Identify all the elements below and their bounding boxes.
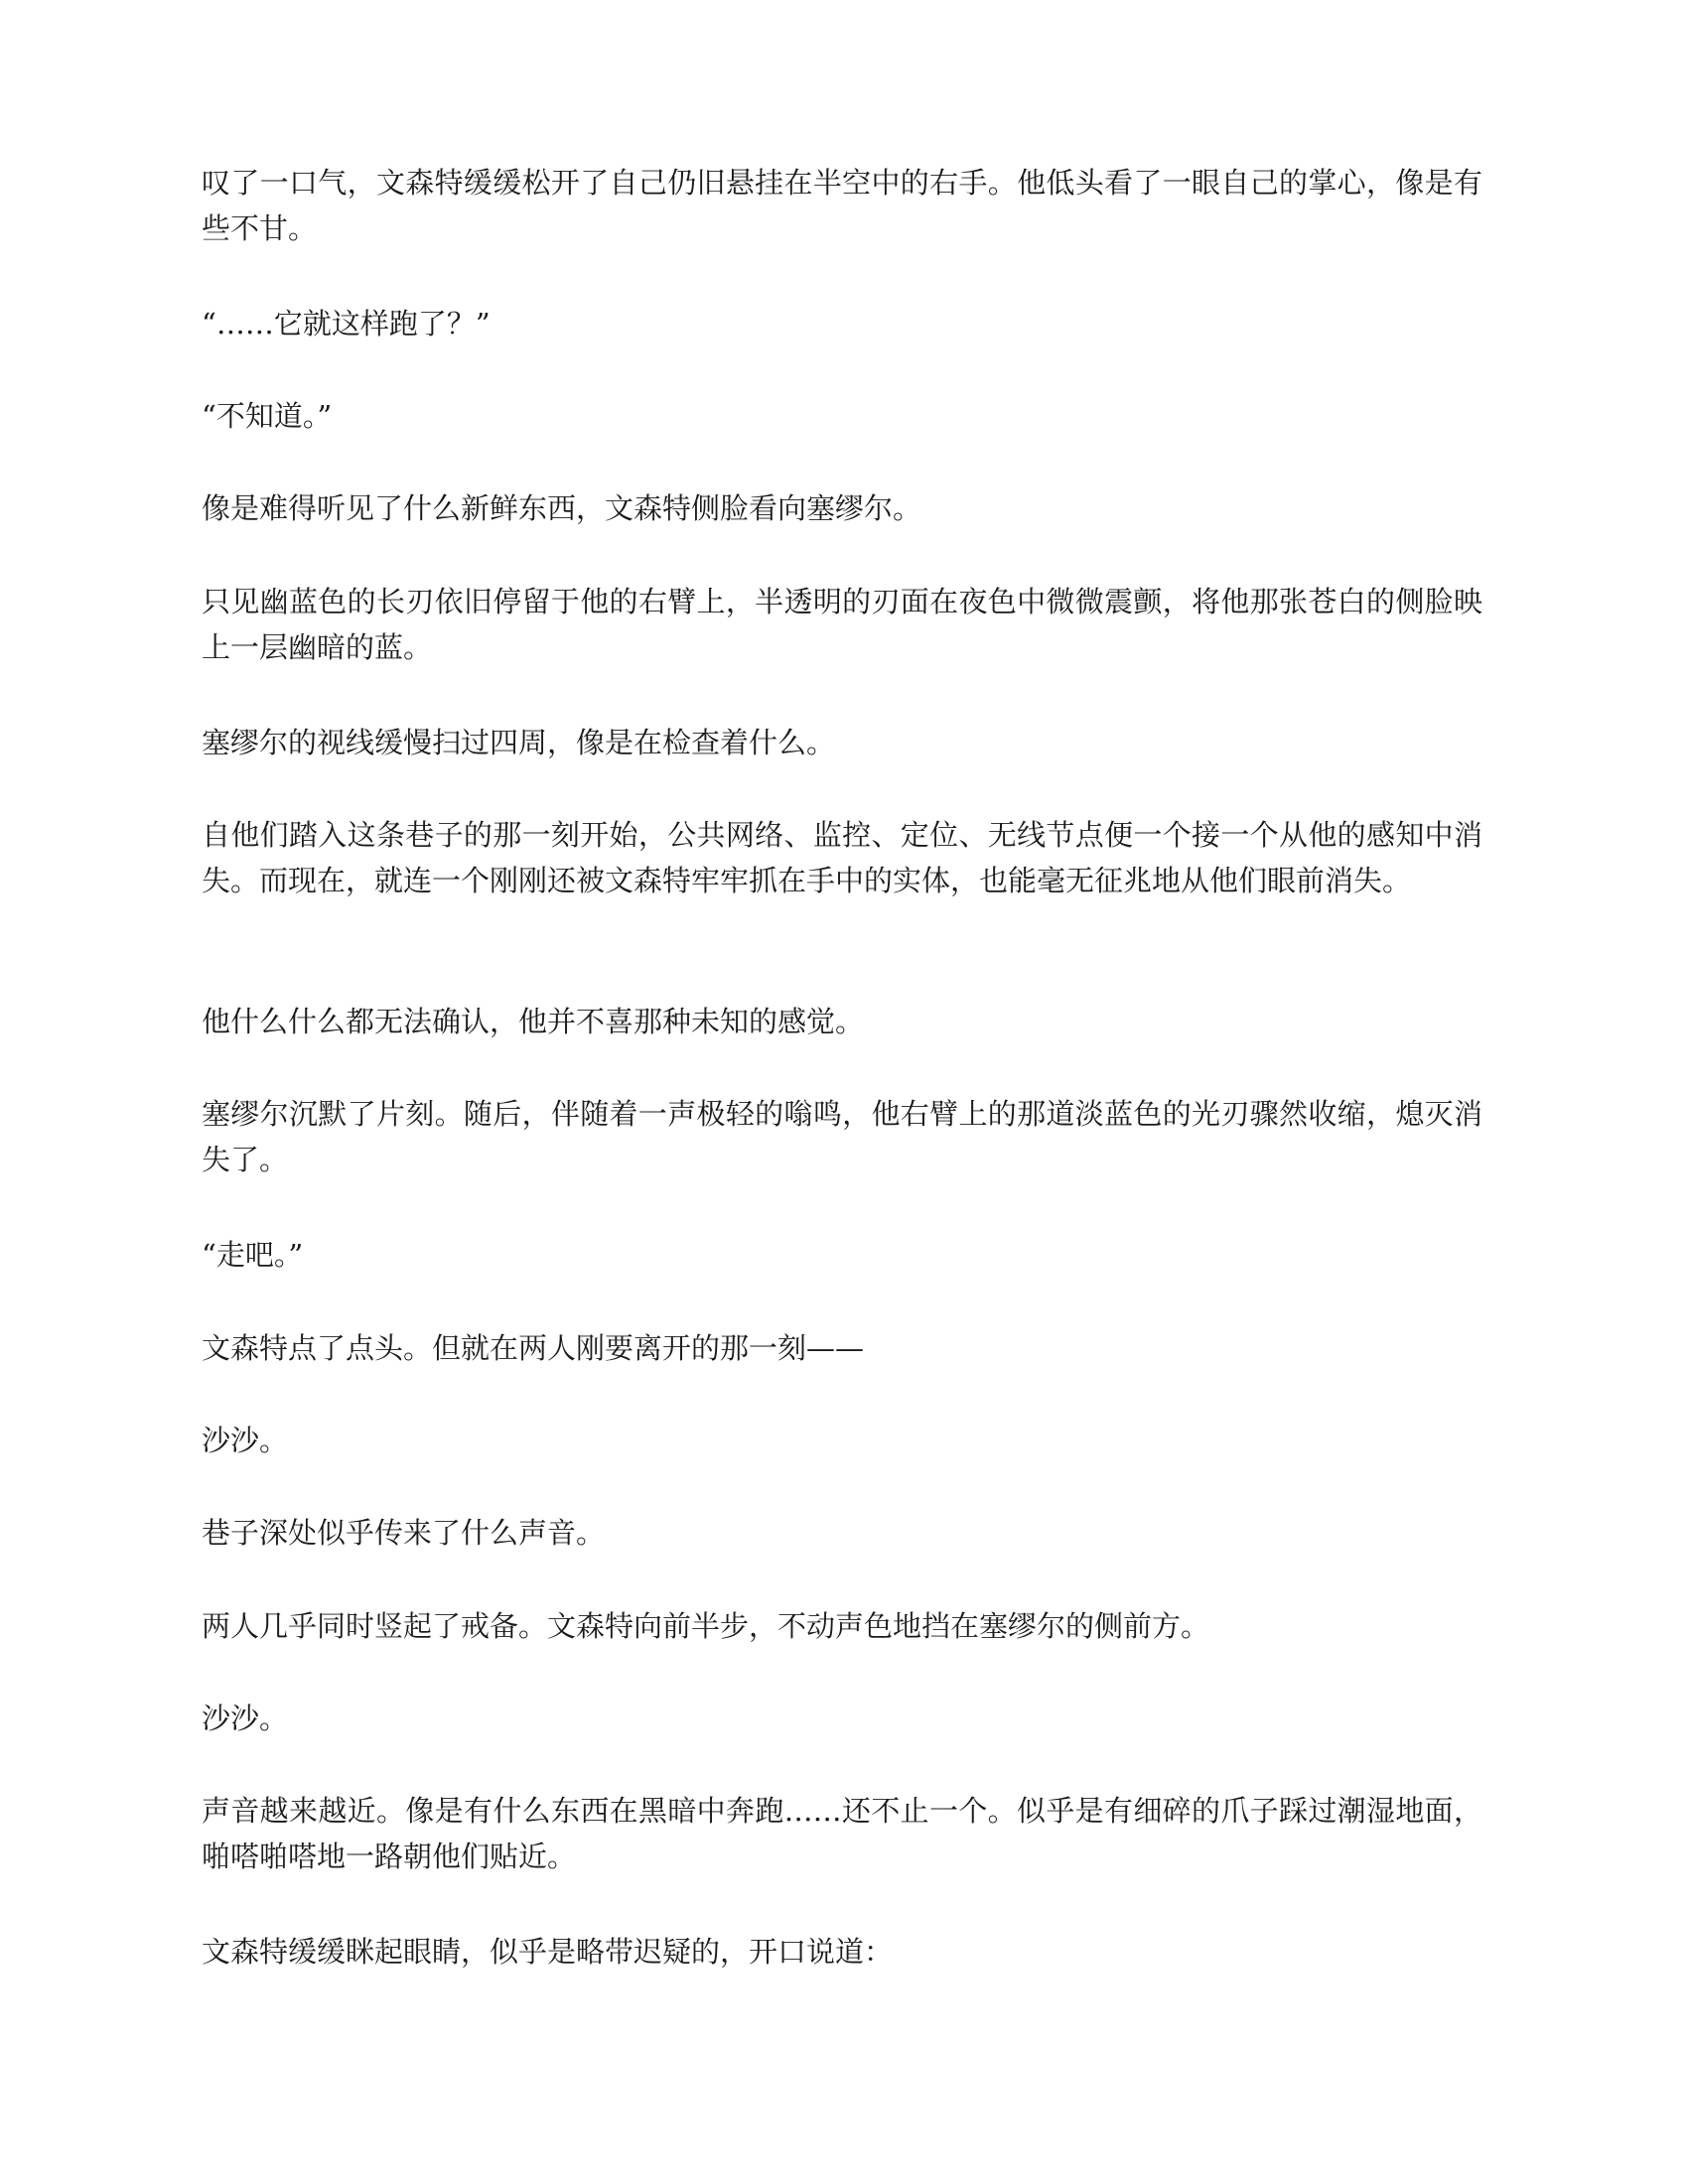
paragraph-4: 像是难得听见了什么新鲜东西，文森特侧脸看向塞缪尔。 [202, 491, 922, 525]
paragraph-11: 文森特点了点头。但就在两人刚要离开的那一刻—— [202, 1331, 865, 1365]
paragraph-2: “……它就这样跑了？” [202, 307, 491, 341]
paragraph-8: 他什么什么都无法确认，他并不喜那种未知的感觉。 [202, 1005, 865, 1038]
paragraph-16: 声音越来越近。像是有什么东西在黑暗中奔跑……还不止一个。似乎是有细碎的爪子踩过潮湿地面，啪嗒啪嗒地一路朝他们贴近。 [202, 1794, 1482, 1873]
paragraph-7: 自他们踏入这条巷子的那一刻开始，公共网络、监控、定位、无线节点便一个接一个从他的感知中消失。而现在，就连一个刚刚还被文森特牢牢抓在手中的实体，也能毫无征兆地从他们眼前消失。 [202, 818, 1482, 897]
paragraph-17: 文森特缓缓眯起眼睛，似乎是略带迟疑的，开口说道： [202, 1935, 894, 1969]
paragraph-6: 塞缪尔的视线缓慢扫过四周，像是在检查着什么。 [202, 726, 836, 759]
paragraph-5: 只见幽蓝色的长刃依旧停留于他的右臂上，半透明的刃面在夜色中微微震颤，将他那张苍白的侧脸映上一层幽暗的蓝。 [202, 585, 1482, 664]
paragraph-9: 塞缪尔沉默了片刻。随后，伴随着一声极轻的嗡鸣，他右臂上的那道淡蓝色的光刃骤然收缩，熄灭消失了。 [202, 1097, 1482, 1176]
paragraph-3: “不知道。” [202, 399, 333, 433]
paragraph-13: 巷子深处似乎传来了什么声音。 [202, 1516, 606, 1550]
paragraph-10: “走吧。” [202, 1238, 304, 1272]
paragraph-15: 沙沙。 [202, 1702, 289, 1735]
paragraph-14: 两人几乎同时竖起了戒备。文森特向前半步，不动声色地挡在塞缪尔的侧前方。 [202, 1609, 1210, 1643]
paragraph-1: 叹了一口气，文森特缓缓松开了自己仍旧悬挂在半空中的右手。他低头看了一眼自己的掌心，像是有些不甘。 [202, 166, 1482, 245]
paragraph-12: 沙沙。 [202, 1424, 289, 1457]
